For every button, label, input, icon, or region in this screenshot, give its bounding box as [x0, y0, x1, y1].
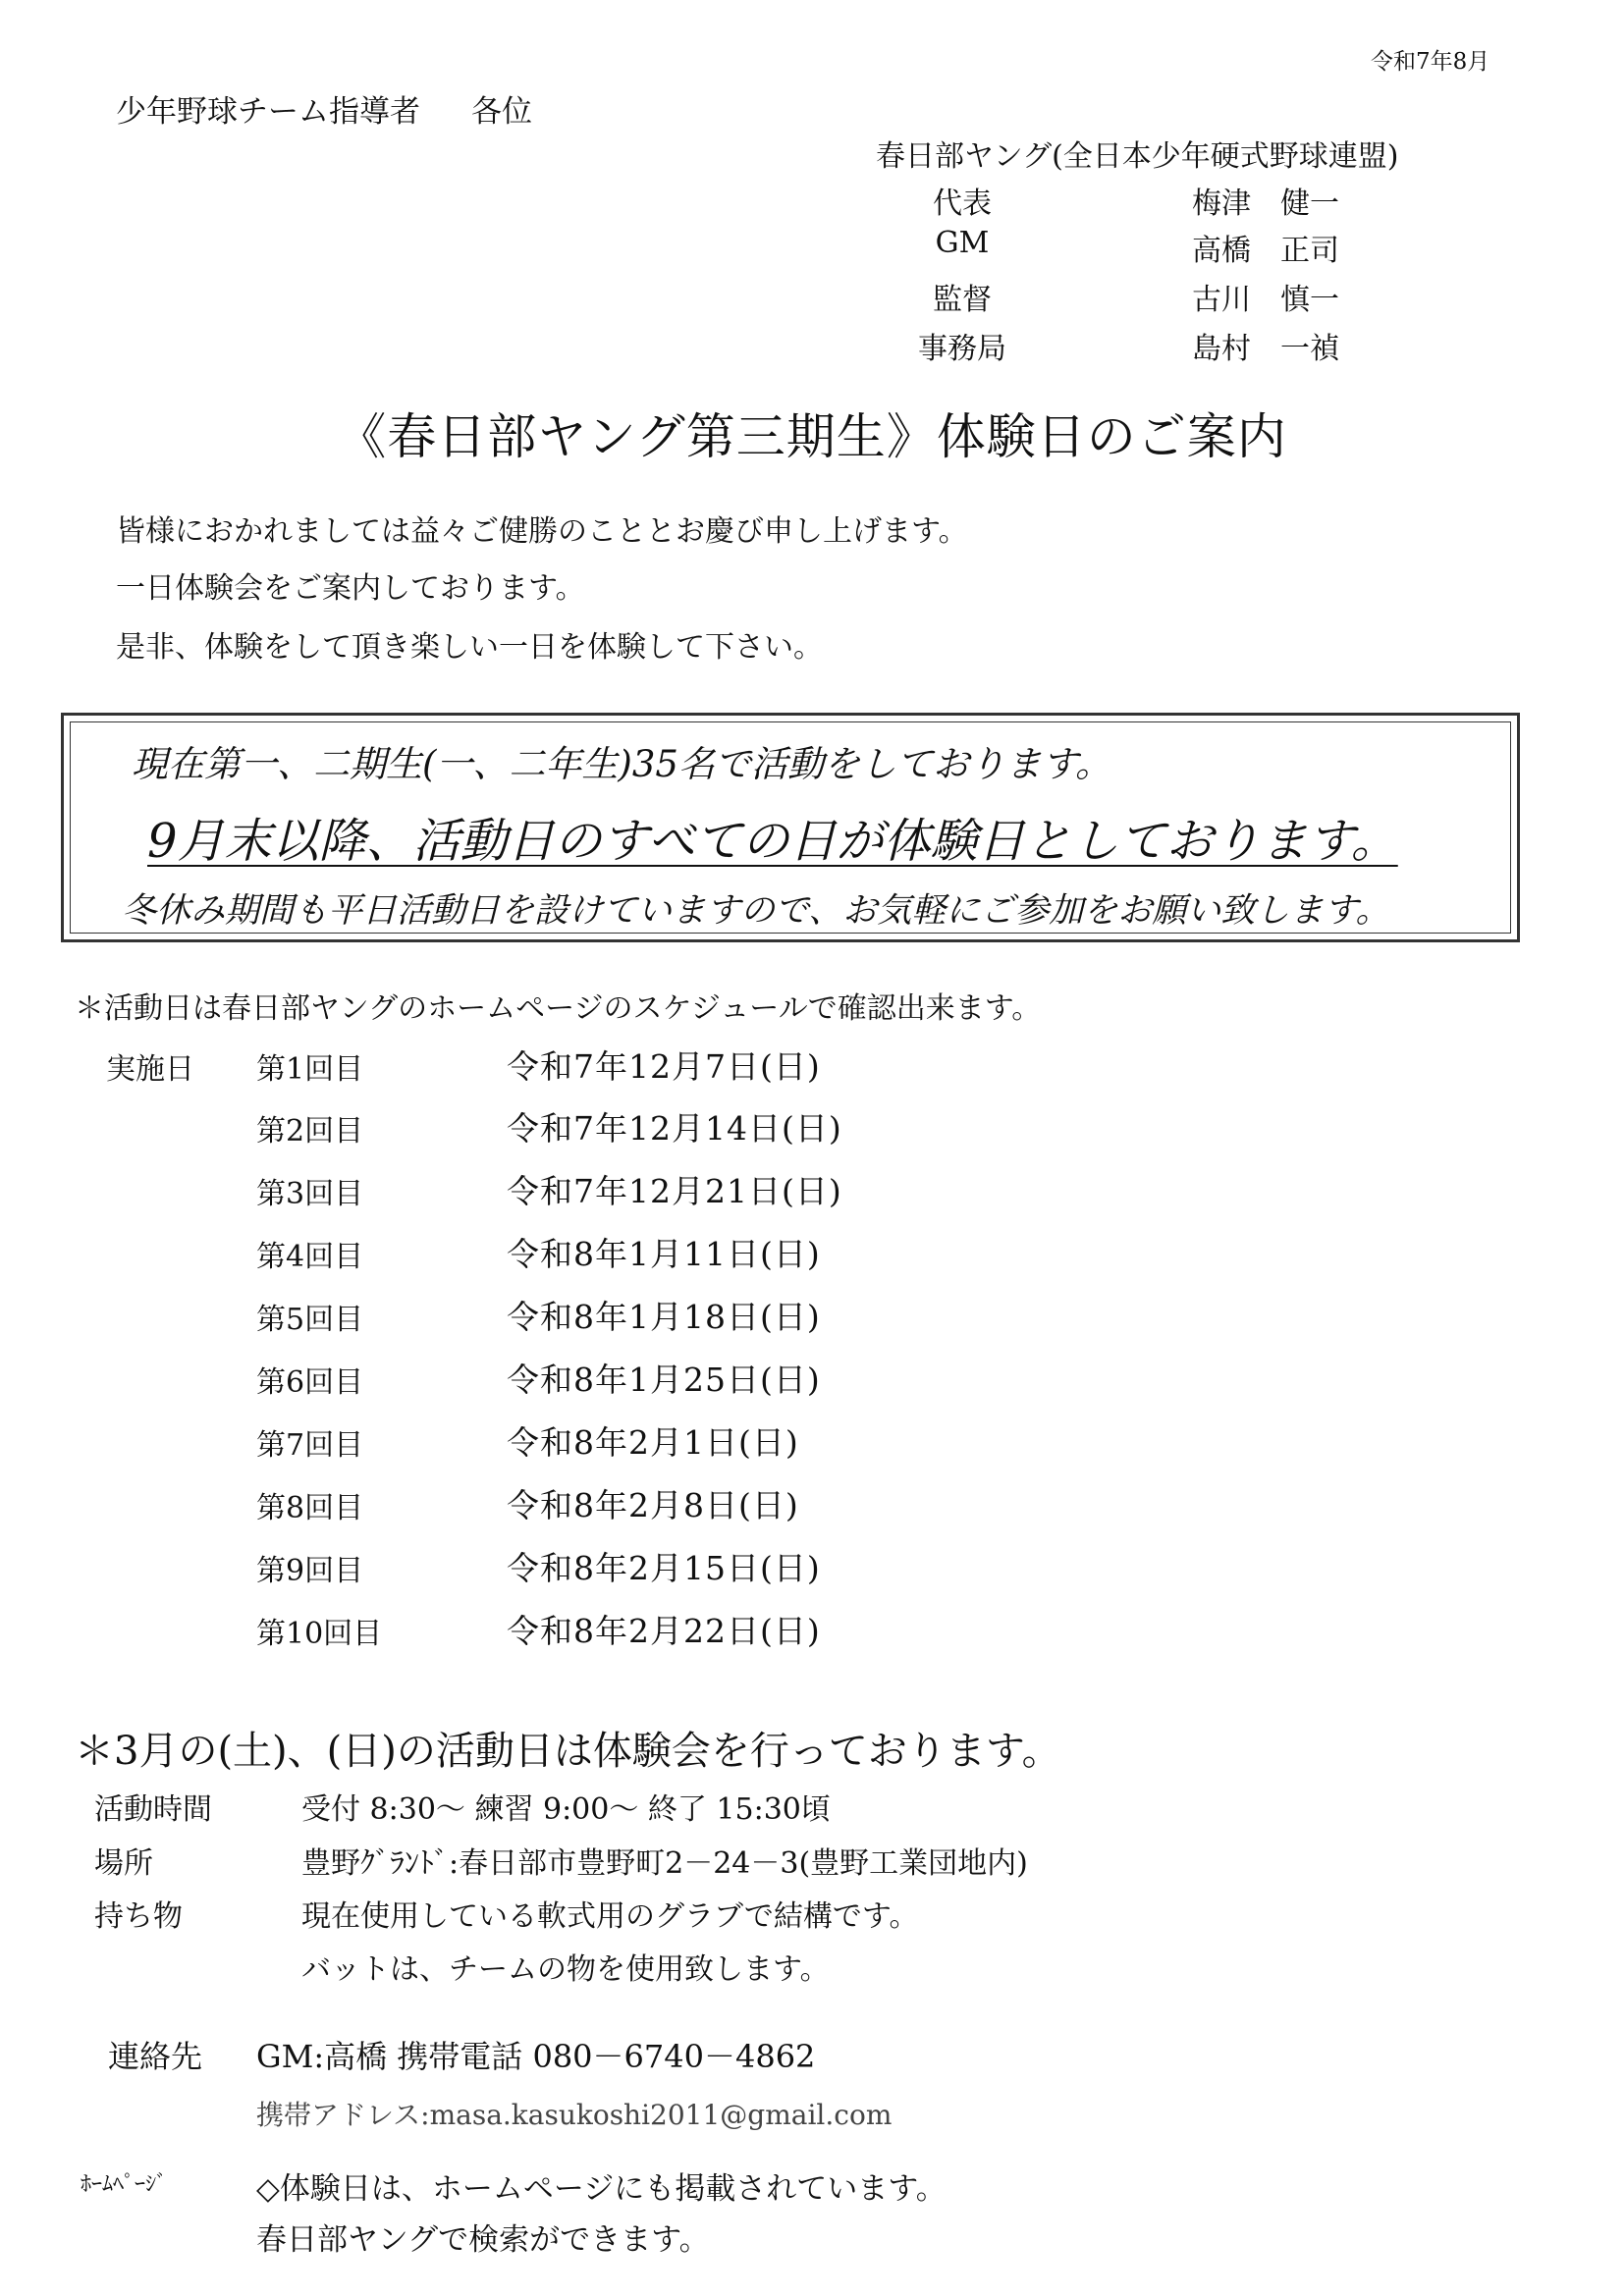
greeting-line: 一日体験会をご案内しております。: [116, 571, 585, 606]
march-note: ＊3月の(土)、(日)の活動日は体験会を行っております。: [75, 1729, 1061, 1774]
notice-line-winter: 冬休み期間も平日活動日を設けていますので、お気軽にご参加をお願い致します。: [122, 891, 1390, 931]
greeting-line: 皆様におかれましては益々ご健勝のこととお慶び申し上げます。: [116, 514, 968, 549]
schedule-number: 第2回目: [256, 1114, 364, 1148]
info-value-place: 豊野ｸﾞﾗﾝﾄﾞ:春日部市豊野町2－24－3(豊野工業団地内): [301, 1846, 1028, 1881]
schedule-number: 第6回目: [256, 1365, 364, 1400]
staff-name: 高橋 正司: [1192, 234, 1339, 268]
notice-line-members: 現在第一、二期生(一、二年生)35名で活動をしております。: [132, 743, 1111, 785]
schedule-date: 令和8年2月1日(日): [507, 1423, 799, 1462]
staff-name: 島村 一禎: [1192, 332, 1339, 366]
homepage-line: ◇体験日は、ホームページにも掲載されています。: [256, 2171, 947, 2207]
document-title: 《春日部ヤング第三期生》体験日のご案内: [337, 408, 1287, 465]
contact-phone: GM:高橋 携帯電話 080－6740－4862: [256, 2038, 816, 2075]
schedule-date: 令和8年1月11日(日): [507, 1235, 821, 1273]
contact-email: 携帯アドレス:masa.kasukoshi2011@gmail.com: [256, 2099, 893, 2131]
homepage-label: ﾎｰﾑﾍﾟｰｼﾞ: [81, 2172, 168, 2197]
staff-role: GM: [935, 226, 990, 260]
greeting-line: 是非、体験をして頂き楽しい一日を体験して下さい。: [116, 630, 823, 665]
staff-role: 代表: [933, 187, 992, 221]
schedule-date: 令和8年2月8日(日): [507, 1486, 799, 1524]
info-label-place: 場所: [94, 1846, 153, 1881]
schedule-label: 実施日: [106, 1052, 194, 1087]
schedule-date: 令和8年2月15日(日): [507, 1549, 821, 1587]
info-label-time: 活動時間: [94, 1792, 212, 1827]
contact-label: 連絡先: [108, 2038, 203, 2075]
schedule-number: 第7回目: [256, 1428, 364, 1463]
staff-role: 監督: [933, 283, 992, 317]
homepage-line: 春日部ヤングで検索ができます。: [256, 2222, 710, 2258]
schedule-date: 令和8年2月22日(日): [507, 1612, 821, 1650]
addressee-honorific: 各位: [471, 94, 532, 130]
schedule-date: 令和7年12月14日(日): [507, 1109, 842, 1148]
schedule-date: 令和7年12月21日(日): [507, 1172, 842, 1210]
info-value-time: 受付 8:30～ 練習 9:00～ 終了 15:30頃: [301, 1792, 831, 1827]
schedule-date: 令和7年12月7日(日): [507, 1047, 821, 1086]
document-date: 令和7年8月: [1371, 49, 1490, 75]
notice-box: [61, 713, 1520, 942]
schedule-number: 第8回目: [256, 1491, 364, 1525]
staff-name: 古川 慎一: [1192, 283, 1339, 317]
organization-name: 春日部ヤング(全日本少年硬式野球連盟): [876, 139, 1399, 174]
addressee: [116, 86, 532, 131]
addressee-to: 少年野球チーム指導者: [116, 94, 420, 130]
info-value-items: 現在使用している軟式用のグラブで結構です。: [301, 1899, 919, 1934]
staff-name: 梅津 健一: [1192, 187, 1339, 221]
info-label-items: 持ち物: [94, 1899, 183, 1934]
notice-box-inner: [70, 721, 1511, 934]
schedule-date: 令和8年1月18日(日): [507, 1298, 821, 1336]
schedule-number: 第10回目: [256, 1617, 383, 1651]
schedule-number: 第5回目: [256, 1303, 364, 1337]
schedule-number: 第9回目: [256, 1554, 364, 1588]
schedule-note: ＊活動日は春日部ヤングのホームページのスケジュールで確認出来ます。: [75, 991, 1042, 1026]
schedule-date: 令和8年1月25日(日): [507, 1361, 821, 1399]
schedule-number: 第1回目: [256, 1052, 364, 1087]
info-value-bat: バットは、チームの物を使用致します。: [301, 1952, 830, 1987]
schedule-number: 第3回目: [256, 1177, 364, 1211]
schedule-number: 第4回目: [256, 1240, 364, 1274]
notice-line-trial-days: 9月末以降、活動日のすべての日が体験日としております。: [147, 814, 1398, 869]
staff-role: 事務局: [918, 332, 1006, 366]
